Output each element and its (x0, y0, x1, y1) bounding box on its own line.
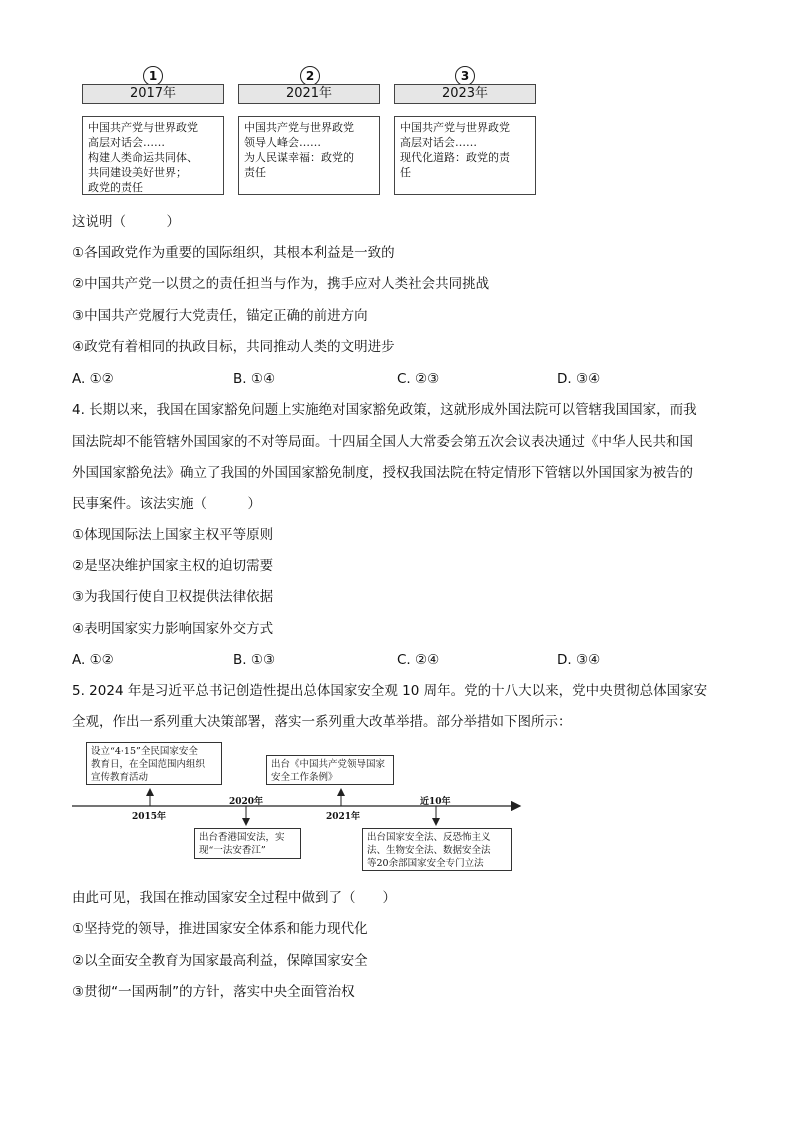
timeline-box-3: 中国共产党与世界政党 高层对话会…… 现代化道路：政党的责 任 (394, 116, 536, 195)
q3-item-1: ①各国政党作为重要的国际组织，其根本利益是一致的 (72, 245, 395, 261)
q4-line-4: 民事案件。该法实施（ ） (72, 496, 261, 512)
q5-line-2: 全观，作出一系列重大决策部署，落实一系列重大改革举措。部分举措如下图所示： (72, 714, 572, 730)
circle-number-3: 3 (455, 66, 475, 86)
event-box-2021: 出台《中国共产党领导国家 安全工作条例》 (266, 755, 394, 785)
q3-stem: 这说明（ ） (72, 214, 180, 230)
q5-line-1: 5. 2024 年是习近平总书记创造性提出总体国家安全观 10 周年。党的十八大以来，党中央贯彻总体国家安 (72, 683, 708, 699)
label-2015: 2015年 (132, 812, 167, 822)
q4-line-1: 4. 长期以来，我国在国家豁免问题上实施绝对国家豁免政策，这就形成外国法院可以管辖我国国家，而我 (72, 402, 697, 418)
event-box-2020: 出台香港国安法，实 现“一法安香江” (194, 828, 301, 859)
q4-line-3: 外国国家豁免法》确立了我国的外国国家豁免制度，授权我国法院在特定情形下管辖以外国国家为被告的 (72, 465, 693, 481)
q3-option-d[interactable]: D. ③④ (557, 371, 601, 387)
q4-option-a[interactable]: A. ①② (72, 652, 114, 668)
circle-number-2: 2 (300, 66, 320, 86)
q3-option-c[interactable]: C. ②③ (397, 371, 440, 387)
q4-item-3: ③为我国行使自卫权提供法律依据 (72, 589, 274, 605)
year-bar-2: 2021年 (238, 84, 380, 104)
label-2020: 2020年 (229, 797, 264, 807)
label-2021: 2021年 (326, 812, 361, 822)
q3-item-4: ④政党有着相同的执政目标，共同推动人类的文明进步 (72, 339, 395, 355)
q5-stem: 由此可见，我国在推动国家安全过程中做到了（ ） (72, 890, 396, 906)
q4-line-2: 国法院却不能管辖外国国家的不对等局面。十四届全国人大常委会第五次会议表决通过《中华人民共和国 (72, 434, 693, 450)
q4-item-2: ②是坚决维护国家主权的迫切需要 (72, 558, 274, 574)
q5-item-3: ③贯彻“一国两制”的方针，落实中央全面管治权 (72, 984, 355, 1000)
q4-item-1: ①体现国际法上国家主权平等原则 (72, 527, 274, 543)
circle-number-1: 1 (143, 66, 163, 86)
q5-item-2: ②以全面安全教育为国家最高利益，保障国家安全 (72, 953, 368, 969)
event-box-2015: 设立“4·15”全民国家安全 教育日，在全国范围内组织 宣传教育活动 (86, 742, 222, 785)
q4-option-b[interactable]: B. ①③ (233, 652, 276, 668)
event-box-10y: 出台国家安全法、反恐怖主义 法、生物安全法、数据安全法 等20余部国家安全专门立法 (362, 828, 512, 871)
timeline-box-1: 中国共产党与世界政党 高层对话会…… 构建人类命运共同体、 共同建设美好世界； 政党的责任 (82, 116, 224, 195)
q4-option-c[interactable]: C. ②④ (397, 652, 440, 668)
q3-option-b[interactable]: B. ①④ (233, 371, 276, 387)
label-10y: 近10年 (420, 797, 451, 807)
q3-item-2: ②中国共产党一以贯之的责任担当与作为，携手应对人类社会共同挑战 (72, 276, 490, 292)
timeline-box-2: 中国共产党与世界政党 领导人峰会…… 为人民谋幸福：政党的 责任 (238, 116, 380, 195)
q3-item-3: ③中国共产党履行大党责任，锚定正确的前进方向 (72, 308, 368, 324)
q4-item-4: ④表明国家实力影响国家外交方式 (72, 621, 274, 637)
year-bar-1: 2017年 (82, 84, 224, 104)
q3-option-a[interactable]: A. ①② (72, 371, 114, 387)
q5-item-1: ①坚持党的领导，推进国家安全体系和能力现代化 (72, 921, 368, 937)
q4-option-d[interactable]: D. ③④ (557, 652, 601, 668)
year-bar-3: 2023年 (394, 84, 536, 104)
